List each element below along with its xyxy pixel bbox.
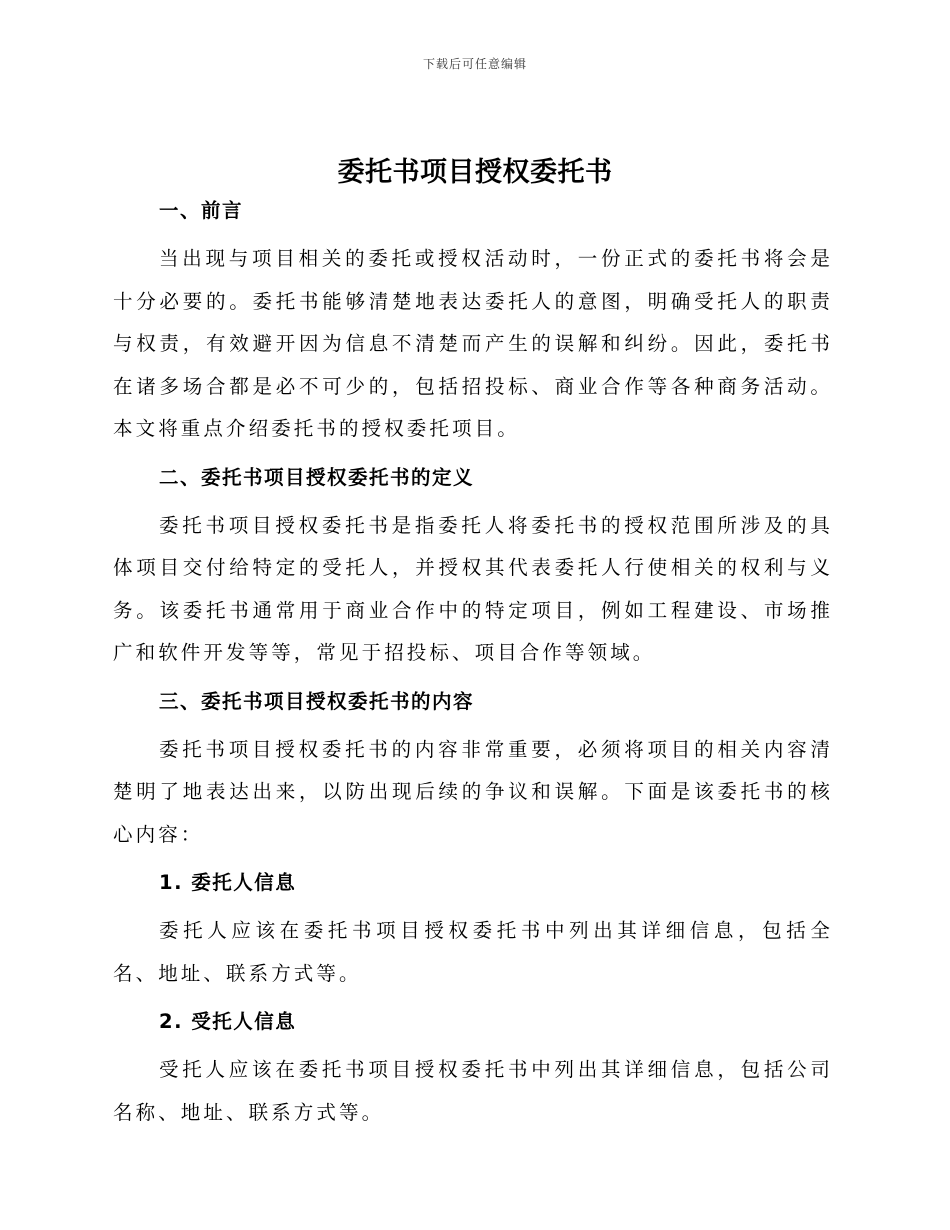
section-heading: 2. 受托人信息: [159, 1010, 297, 1033]
section-paragraph: 受托人应该在委托书项目授权委托书中列出其详细信息，包括公司名称、地址、联系方式等。: [113, 1058, 833, 1124]
section-paragraph: 委托人应该在委托书项目授权委托书中列出其详细信息，包括全名、地址、联系方式等。: [113, 919, 833, 985]
section-paragraph: 委托书项目授权委托书的内容非常重要，必须将项目的相关内容清楚明了地表达出来，以防出现后续的争议和误解。下面是该委托书的核心内容：: [113, 737, 833, 846]
section-heading: 二、委托书项目授权委托书的定义: [159, 465, 475, 489]
section-paragraph: 委托书项目授权委托书是指委托人将委托书的授权范围所涉及的具体项目交付给特定的受托人，并授权其代表委托人行使相关的权利与义务。该委托书通常用于商业合作中的特定项目，例如工程建设、市场推广和软件开发等等，常见于招投标、项目合作等领域。: [113, 513, 833, 664]
section-heading: 三、委托书项目授权委托书的内容: [159, 689, 475, 713]
section-heading: 一、前言: [159, 199, 244, 222]
document-body: [113, 196, 833, 1134]
section-paragraph: 当出现与项目相关的委托或授权活动时，一份正式的委托书将会是十分必要的。委托书能够清楚地表达委托人的意图，明确受托人的职责与权责，有效避开因为信息不清楚而产生的误解和纠纷。因此，委托书在诸多场合都是必不可少的，包括招投标、商业合作等各种商务活动。本文将重点介绍委托书的授权委托项目。: [113, 247, 833, 440]
document-title: 委托书项目授权委托书: [337, 157, 613, 188]
section-principal-info: [113, 868, 833, 995]
section-definition: [113, 463, 833, 675]
section-agent-info: [113, 1007, 833, 1134]
section-content: [113, 687, 833, 857]
section-preface: [113, 196, 833, 451]
header-note: 下载后可任意编辑: [422, 57, 527, 71]
section-heading: 1. 委托人信息: [159, 871, 297, 894]
